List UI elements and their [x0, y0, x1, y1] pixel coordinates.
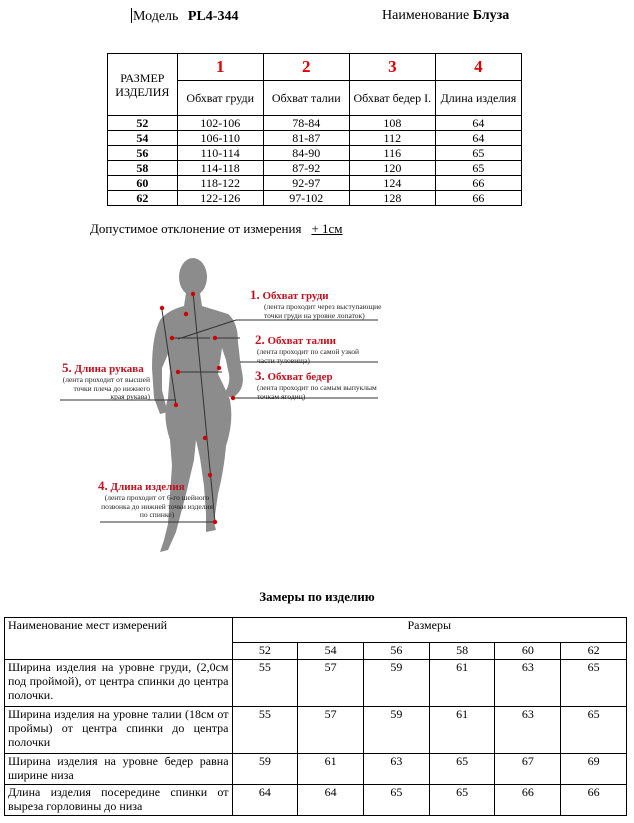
size-table-cell: 78-84: [263, 116, 349, 131]
measurement-value: 55: [232, 707, 298, 754]
col-label-4: Длина изделия: [435, 81, 521, 116]
measurement-value: 65: [561, 707, 627, 754]
measurement-row: [5, 660, 627, 707]
name-value: Блуза: [472, 8, 510, 23]
tolerance-text: Допустимое отклонение от измерения: [90, 221, 302, 236]
label-waist-desc: (лента проходит по самой узкой части туловища): [257, 347, 359, 365]
label-hips-title: Обхват бедер: [267, 371, 333, 383]
label-length-num: 4.: [98, 478, 108, 493]
measurement-value: 65: [429, 754, 495, 785]
size-table-cell: 118-122: [177, 176, 263, 191]
measurements-title: Замеры по изделию: [259, 589, 375, 604]
size-cell: 62: [108, 191, 178, 206]
size-table-cell: 84-90: [263, 146, 349, 161]
model-header: [131, 8, 238, 25]
label-sleeve-title: Длина рукава: [74, 363, 144, 375]
col-num-4: 4: [435, 54, 521, 81]
size-cell: 54: [108, 131, 178, 146]
measurement-name: Ширина изделия на уровне талии (18см от проймы) от центра спинки до центра полочки: [5, 707, 233, 754]
label-sleeve-desc: (лента проходит от высшей точки плеча до нижнего края рукава): [62, 375, 150, 401]
col-label-1: Обхват груди: [177, 81, 263, 116]
col-num-3: 3: [349, 54, 435, 81]
size-table-cell: 81-87: [263, 131, 349, 146]
measurement-value: 65: [429, 785, 495, 816]
size-cell: 58: [108, 161, 178, 176]
size-table-cell: 92-97: [263, 176, 349, 191]
measurement-value: 59: [363, 707, 429, 754]
size-table-row: [108, 191, 522, 206]
measurement-value: 64: [232, 785, 298, 816]
size-table-cell: 65: [435, 146, 521, 161]
label-sleeve-num: 5.: [62, 360, 72, 375]
label-length-desc: (лента проходит от 6-го шейного позвонка до нижней точки изделия по спинке): [101, 493, 213, 519]
measurement-value: 57: [298, 660, 364, 707]
measurement-value: 55: [232, 660, 298, 707]
col-label-2: Обхват талии: [263, 81, 349, 116]
size-table-cell: 124: [349, 176, 435, 191]
size-table-cell: 66: [435, 176, 521, 191]
size-column-header: 54: [298, 643, 364, 660]
model-label: Модель: [133, 9, 179, 24]
measurement-value: 65: [561, 660, 627, 707]
measurement-value: 69: [561, 754, 627, 785]
size-table-cell: 65: [435, 161, 521, 176]
measurement-value: 57: [298, 707, 364, 754]
measurement-value: 64: [298, 785, 364, 816]
measurement-value: 61: [298, 754, 364, 785]
size-table-cell: 64: [435, 116, 521, 131]
label-chest-desc: (лента проходит через выступающие точки груди на уровне лопаток): [264, 302, 382, 320]
size-cell: 56: [108, 146, 178, 161]
size-table-row: [108, 131, 522, 146]
size-table-cell: 122-126: [177, 191, 263, 206]
measurement-value: 66: [495, 785, 561, 816]
measurement-value: 66: [561, 785, 627, 816]
measurement-name: Ширина изделия на уровне груди, (2,0см под проймой), от центра спинки до центра полочки.: [5, 660, 233, 707]
size-table-row: [108, 146, 522, 161]
size-table-cell: 87-92: [263, 161, 349, 176]
name-header: [382, 8, 509, 24]
size-table-cell: 108: [349, 116, 435, 131]
size-table-cell: 64: [435, 131, 521, 146]
label-hips-num: 3.: [255, 368, 265, 383]
size-table-cell: 112: [349, 131, 435, 146]
place-header: Наименование мест измерений: [5, 618, 233, 660]
col-num-1: 1: [177, 54, 263, 81]
label-waist-num: 2.: [255, 332, 265, 347]
size-table-row: [108, 116, 522, 131]
label-waist: [255, 332, 375, 365]
measurement-value: 61: [429, 707, 495, 754]
measurement-name: Длина изделия посередине спинки от выреза горловины до низа: [5, 785, 233, 816]
measurement-value: 67: [495, 754, 561, 785]
measurement-value: 63: [495, 660, 561, 707]
size-column-header: 52: [232, 643, 298, 660]
measurements-table: [4, 617, 627, 816]
size-column-header: 58: [429, 643, 495, 660]
size-table-row: [108, 161, 522, 176]
measurement-value: 59: [363, 660, 429, 707]
label-length: [98, 478, 216, 520]
label-chest: [250, 287, 390, 320]
label-waist-title: Обхват талии: [267, 335, 336, 347]
size-table-cell: 114-118: [177, 161, 263, 176]
measurement-value: 63: [363, 754, 429, 785]
size-table-cell: 110-114: [177, 146, 263, 161]
label-sleeve: [62, 360, 162, 402]
model-value: PL4-344: [187, 9, 239, 24]
size-column-header: 60: [495, 643, 561, 660]
size-table-row: [108, 176, 522, 191]
size-table-cell: 128: [349, 191, 435, 206]
size-column-header: 56: [363, 643, 429, 660]
size-table-cell: 116: [349, 146, 435, 161]
measurement-row: [5, 785, 627, 816]
measurement-value: 63: [495, 707, 561, 754]
col-num-2: 2: [263, 54, 349, 81]
size-cell: 52: [108, 116, 178, 131]
size-table-cell: 97-102: [263, 191, 349, 206]
size-table-cell: 102-106: [177, 116, 263, 131]
label-chest-title: Обхват груди: [262, 290, 329, 302]
label-length-title: Длина изделия: [110, 481, 185, 493]
size-cell: 60: [108, 176, 178, 191]
label-hips: [255, 368, 385, 401]
measurement-row: [5, 707, 627, 754]
size-table-cell: 66: [435, 191, 521, 206]
size-column-header: 62: [561, 643, 627, 660]
measurement-name: Ширина изделия на уровне бедер равна ширине низа: [5, 754, 233, 785]
sizes-header: Размеры: [232, 618, 626, 643]
label-chest-num: 1.: [250, 287, 260, 302]
tolerance-note: [90, 221, 343, 237]
col-label-3: Обхват бедер I.: [349, 81, 435, 116]
measurement-value: 61: [429, 660, 495, 707]
measurement-value: 59: [232, 754, 298, 785]
name-label: Наименование: [382, 8, 470, 23]
measurement-row: [5, 754, 627, 785]
size-table-cell: 120: [349, 161, 435, 176]
measurement-value: 65: [363, 785, 429, 816]
tolerance-value: + 1см: [311, 221, 343, 236]
size-table: [107, 53, 522, 206]
size-table-cell: 106-110: [177, 131, 263, 146]
size-row-header: РАЗМЕР ИЗДЕЛИЯ: [108, 54, 178, 116]
text-cursor: [131, 8, 132, 23]
label-hips-desc: (лента проходит по самым выпуклым точкам ягодиц): [257, 383, 377, 401]
